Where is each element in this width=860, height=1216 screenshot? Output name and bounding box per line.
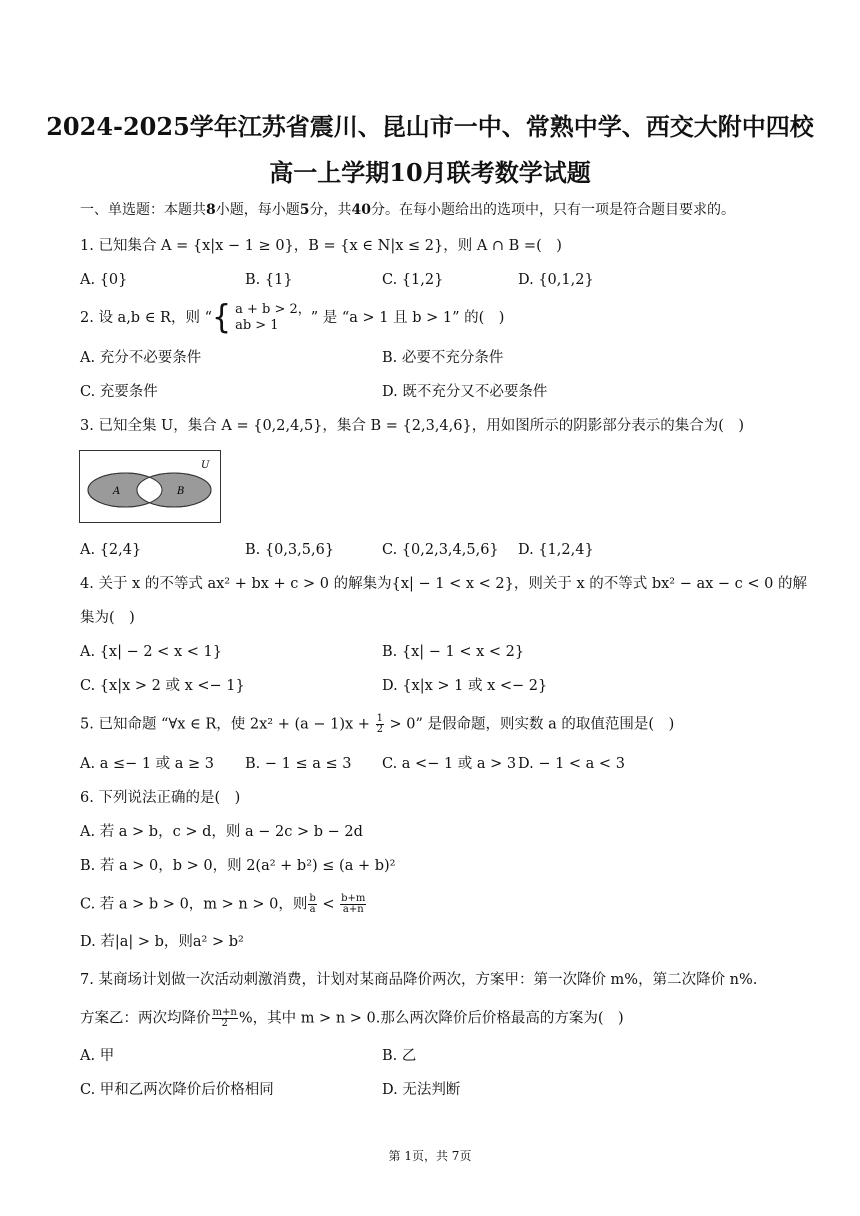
q7-option-c: C. 甲和乙两次降价后价格相同	[80, 1082, 274, 1098]
q2-option-c: C. 充要条件	[80, 384, 158, 400]
question-7-line-2: 方案乙：两次均降价 $\frac{m+n}{2}$ %，其中 m > n > 0.那么两次降价后价格最高的方案为( )	[80, 1007, 624, 1029]
q5-option-d: D. − 1 < a < 3	[518, 756, 625, 772]
q5-fraction: $\frac{1}{2}$	[376, 713, 383, 735]
question-4-line-1: 4. 关于 x 的不等式 ax² + bx + c > 0 的解集为{x| − 1 < x < 2}，则关于 x 的不等式 bx² − ax − c < 0 的解	[80, 576, 808, 592]
question-7-line-1: 7. 某商场计划做一次活动刺激消费，计划对某商品降价两次，方案甲：第一次降价 m%，第二次降价 n%.	[80, 972, 758, 988]
q6-option-c: C. 若 a > b > 0，m > n > 0，则 $\frac{b}{a}$ < $\frac{b+m}{a+n}$	[80, 893, 366, 915]
q6-fraction-2: $\frac{b+m}{a+n}$	[341, 893, 366, 915]
venn-label-u: U	[201, 460, 210, 471]
venn-diagram	[79, 450, 221, 523]
venn-label-b: B	[177, 486, 185, 497]
q5-option-a: A. a ≤− 1 或 a ≥ 3	[80, 756, 215, 772]
q6-option-b: B. 若 a > 0，b > 0，则 2(a² + b²) ≤ (a + b)²	[80, 858, 396, 874]
title-line-2: 高一上学期10月联考数学试题	[269, 158, 591, 187]
q2-option-d: D. 既不充分又不必要条件	[382, 384, 548, 400]
question-3: 3. 已知全集 U，集合 A = {0,2,4,5}，集合 B = {2,3,4,6}，用如图所示的阴影部分表示的集合为( )	[80, 418, 745, 434]
q4-option-c: C. {x|x > 2 或 x <− 1}	[80, 678, 245, 694]
page-footer: 第 1页，共 7页	[388, 1149, 472, 1163]
question-4-line-2: 集为( )	[80, 610, 135, 626]
q3-option-d: D. {1,2,4}	[518, 542, 594, 558]
venn-label-a: A	[113, 486, 121, 497]
question-5: 5. 已知命题 “∀x ∈ R，使 2x² + (a − 1)x + $\frac{1}{2}$ > 0” 是假命题，则实数 a 的取值范围是( )	[80, 713, 675, 735]
question-1: 1. 已知集合 A = {x|x − 1 ≥ 0}，B = {x ∈ N|x ≤ 2}，则 A ∩ B =( )	[80, 238, 562, 254]
question-6: 6. 下列说法正确的是( )	[80, 790, 241, 806]
q3-option-b: B. {0,3,5,6}	[245, 542, 335, 558]
q3-option-c: C. {0,2,3,4,5,6}	[382, 542, 499, 558]
q5-option-b: B. − 1 ≤ a ≤ 3	[245, 756, 352, 772]
title-line-1: 2024-2025学年江苏省震川、昆山市一中、常熟中学、西交大附中四校	[46, 112, 814, 141]
q1-option-b: B. {1}	[245, 272, 293, 288]
q7-option-b: B. 乙	[382, 1048, 417, 1064]
q6-fraction-1: $\frac{b}{a}$	[309, 893, 316, 915]
q2-system: { a + b > 2， ab > 1	[211, 298, 311, 337]
q1-option-a: A. {0}	[80, 272, 128, 288]
q7-fraction: $\frac{m+n}{2}$	[212, 1007, 237, 1029]
section-heading: 一、单选题：本题共8小题，每小题5分，共40分。在每小题给出的选项中，只有一项是符合题目要求的。	[80, 202, 735, 218]
q6-option-d: D. 若|a| > b，则a² > b²	[80, 934, 244, 950]
q3-option-a: A. {2,4}	[80, 542, 142, 558]
question-2: 2. 设 a,b ∈ R，则 “{ a + b > 2， ab > 1 ” 是 “a > 1 且 b > 1” 的( )	[80, 298, 505, 337]
q2-option-a: A. 充分不必要条件	[80, 350, 202, 366]
q5-option-c: C. a <− 1 或 a > 3	[382, 756, 517, 772]
q6-option-a: A. 若 a > b，c > d，则 a − 2c > b − 2d	[80, 824, 363, 840]
q1-option-d: D. {0,1,2}	[518, 272, 594, 288]
q1-option-c: C. {1,2}	[382, 272, 444, 288]
q7-option-a: A. 甲	[80, 1048, 115, 1064]
q4-option-a: A. {x| − 2 < x < 1}	[80, 644, 222, 660]
q4-option-d: D. {x|x > 1 或 x <− 2}	[382, 678, 548, 694]
q7-option-d: D. 无法判断	[382, 1082, 461, 1098]
q2-option-b: B. 必要不充分条件	[382, 350, 504, 366]
q4-option-b: B. {x| − 1 < x < 2}	[382, 644, 525, 660]
